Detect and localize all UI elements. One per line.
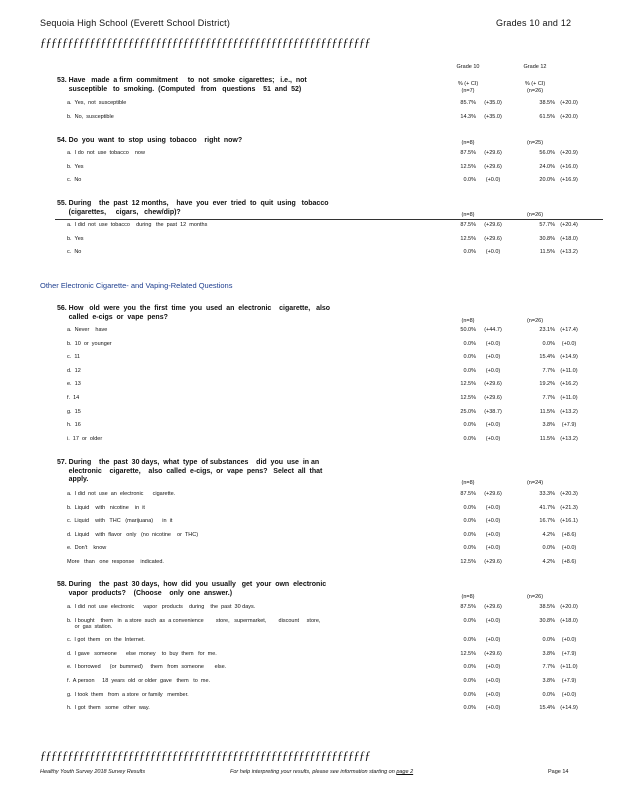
answer-label: a. I did not use tobacco during the past 12 months (67, 222, 208, 228)
n-grade10: (n=7) (461, 88, 475, 94)
grade10-percent: 0.0% (463, 340, 476, 347)
grade12-ci: (+20.4) (560, 222, 578, 228)
grade12-ci: (+20.0) (560, 604, 578, 610)
n-grade12: (n=25) (526, 140, 544, 146)
grade10-ci: (+29.6) (484, 491, 502, 497)
answer-label: h. I got them some other way. (67, 705, 150, 712)
grade12-percent: 0.0% (542, 545, 555, 552)
footer-help: For help interpreting your results, please see information starting on (230, 769, 395, 775)
answer-row (67, 705, 587, 716)
grade12-percent: 23.1% (539, 327, 555, 333)
grade10-ci: (+44.7) (484, 327, 502, 333)
grade10-ci: (+0.0) (485, 367, 501, 374)
grade10-percent: 0.0% (463, 249, 476, 256)
grade10-percent: 14.3% (460, 113, 476, 120)
n-grade10: (n=8) (461, 212, 475, 218)
grade12-percent: 0.0% (542, 691, 555, 698)
answer-row (67, 664, 587, 675)
answer-label: b. No, susceptible (67, 113, 114, 120)
footer-page-link[interactable]: page 2 (396, 769, 414, 775)
grade10-ci: (+29.6) (484, 163, 502, 170)
grade12-ci: (+13.2) (560, 408, 578, 415)
answer-row (67, 150, 587, 161)
answer-label: a. Never have (67, 327, 108, 333)
grade12-ci: (+20.0) (560, 113, 578, 120)
grade10-percent: 0.0% (463, 691, 476, 698)
n-grade10: (n=8) (461, 140, 475, 146)
answer-row (67, 100, 587, 111)
grade10-percent: 0.0% (463, 678, 476, 684)
answer-label: b. I bought them in a store such as a convenience store, supermarket, discount store, or gas station. (67, 617, 321, 631)
answer-label: a. I did not use an electronic cigarette. (67, 491, 176, 497)
answer-label: d. 12 (67, 367, 81, 374)
header-school: Sequoia High School (Everett School District) (40, 18, 231, 28)
answer-label: b. Yes (67, 163, 84, 170)
grade10-ci: (+0.0) (485, 691, 501, 698)
grade10-ci: (+29.6) (484, 222, 502, 228)
grade12-percent: 3.8% (542, 422, 555, 429)
grade12-ci: (+20.0) (560, 100, 578, 106)
footer-survey: Healthy Youth Survey 2018 Survey Results (40, 769, 146, 775)
grade10-percent: 0.0% (463, 705, 476, 712)
n-grade12: (n=26) (526, 88, 544, 94)
table-rule (55, 219, 603, 220)
grade12-ci: (+8.6) (561, 531, 577, 538)
answer-row (67, 559, 587, 570)
grade10-ci: (+29.6) (484, 381, 502, 388)
answer-row (67, 618, 587, 629)
grade10-ci: (+0.0) (485, 249, 501, 256)
grade10-percent: 0.0% (463, 531, 476, 538)
question-56: 56. How old were you the first time you used an electronic cigarette, also called e-cigs or vape pens? (57, 305, 331, 321)
grade12-ci: (+8.6) (561, 559, 577, 565)
grade12-ci: (+11.0) (560, 367, 578, 374)
grade12-ci: (+11.0) (560, 664, 578, 671)
grade10-ci: (+29.6) (484, 150, 502, 156)
grade12-percent: 38.5% (539, 100, 555, 106)
grade10-ci: (+0.0) (485, 422, 501, 429)
grade12-ci: (+20.9) (560, 150, 578, 156)
n-grade10: (n=8) (461, 594, 475, 600)
answer-label: f. A person 18 years old or older gave them to me. (67, 678, 211, 684)
grade10-ci: (+0.0) (485, 177, 501, 184)
grade12-percent: 11.5% (539, 435, 555, 442)
column-grade10: Grade 10 (456, 64, 480, 70)
grade12-ci: (+7.9) (561, 678, 577, 684)
answer-label: b. Liquid with nicotine in it (67, 504, 145, 511)
grade12-ci: (+16.0) (560, 163, 578, 170)
question-54: 54. Do you want to stop using tobacco right now? (57, 137, 243, 144)
grade12-ci: (+14.9) (560, 705, 578, 712)
grade10-percent: 0.0% (463, 504, 476, 511)
grade12-percent: 20.0% (539, 177, 555, 184)
answer-row (67, 422, 587, 433)
grade12-percent: 11.5% (539, 408, 555, 415)
answer-label: f. 14 (67, 395, 80, 401)
grade10-ci: (+29.6) (484, 650, 502, 657)
grade10-percent: 25.0% (460, 408, 476, 415)
grade10-ci: (+0.0) (485, 705, 501, 712)
answer-row (67, 236, 587, 247)
grade12-ci: (+17.4) (560, 327, 578, 333)
section-title: Other Electronic Cigarette- and Vaping-Related Questions (40, 281, 233, 290)
grade12-percent: 57.7% (539, 222, 555, 228)
answer-row (67, 678, 587, 689)
grade12-ci: (+7.9) (561, 422, 577, 429)
answer-label: a. Yes, not susceptible (67, 100, 127, 106)
n-grade12: (n=24) (526, 480, 544, 486)
answer-row (67, 249, 587, 260)
grade12-percent: 0.0% (542, 340, 555, 347)
answer-row (67, 381, 587, 392)
grade10-percent: 87.5% (460, 222, 476, 228)
grade10-percent: 0.0% (463, 664, 476, 671)
answer-row (67, 637, 587, 648)
grade10-ci: (+0.0) (485, 504, 501, 511)
answer-label: d. I gave someone else money to buy them for me. (67, 650, 217, 657)
grade12-percent: 30.8% (539, 617, 555, 624)
answer-row (67, 114, 587, 125)
grade12-ci: (+21.3) (560, 504, 578, 511)
answer-row (67, 177, 587, 188)
question-58: 58. During the past 30 days, how did you usually get your own electronic vapor products? (Choose only one answer.) (57, 581, 327, 597)
answer-label: i. 17 or older (67, 435, 103, 442)
grade10-ci: (+0.0) (485, 617, 501, 624)
answer-row (67, 341, 587, 352)
answer-row (67, 164, 587, 175)
grade10-ci: (+0.0) (485, 664, 501, 671)
grade10-percent: 12.5% (460, 559, 476, 565)
answer-label: e. Don't know (67, 545, 107, 552)
answer-row (67, 354, 587, 365)
grade12-percent: 38.5% (539, 604, 555, 610)
grade12-ci: (+16.9) (560, 177, 578, 184)
grade10-percent: 12.5% (460, 235, 476, 242)
grade12-percent: 16.7% (539, 518, 555, 525)
grade12-ci: (+0.0) (561, 340, 577, 347)
grade10-ci: (+0.0) (485, 340, 501, 347)
n-grade10: (n=8) (461, 480, 475, 486)
answer-row (67, 692, 587, 703)
grade12-percent: 3.8% (542, 650, 555, 657)
grade10-percent: 0.0% (463, 354, 476, 361)
grade10-ci: (+0.0) (485, 354, 501, 361)
grade10-percent: 12.5% (460, 163, 476, 170)
top-divider: ƒƒƒƒƒƒƒƒƒƒƒƒƒƒƒƒƒƒƒƒƒƒƒƒƒƒƒƒƒƒƒƒƒƒƒƒƒƒƒƒƒƒƒƒƒƒƒƒƒƒƒƒƒƒƒƒƒƒƒƒ (40, 36, 370, 48)
grade10-ci: (+35.0) (484, 113, 502, 120)
grade12-ci: (+16.2) (560, 381, 578, 388)
grade10-percent: 87.5% (460, 491, 476, 497)
grade12-percent: 7.7% (542, 367, 555, 374)
grade10-ci: (+0.0) (485, 545, 501, 552)
grade10-ci: (+0.0) (485, 678, 501, 684)
grade10-percent: 0.0% (463, 177, 476, 184)
grade12-ci: (+13.2) (560, 435, 578, 442)
answer-label: c. 11 (67, 354, 81, 361)
question-55: 55. During the past 12 months, have you ever tried to quit using tobacco (cigarettes, cigars, chew/dip)? (57, 200, 329, 216)
answer-label: a. I do not use tobacco now (67, 150, 145, 156)
answer-label: e. I borrowed (or bummed) them from someone else. (67, 664, 227, 671)
answer-label: g. I took them from a store or family member. (67, 691, 189, 698)
n-grade10: (n=8) (461, 318, 475, 324)
grade12-ci: (+7.9) (561, 650, 577, 657)
grade12-ci: (+20.3) (560, 491, 578, 497)
question-57: 57. During the past 30 days, what type of substances did you use in an electronic cigarette, also called e-cigs, or vape pens? Select all that apply. (57, 459, 323, 483)
grade12-percent: 0.0% (542, 637, 555, 644)
grade10-percent: 12.5% (460, 395, 476, 401)
grade10-ci: (+35.0) (484, 100, 502, 106)
answer-label: h. 16 (67, 422, 81, 429)
grade10-percent: 0.0% (463, 367, 476, 374)
question-53: 53. Have made a firm commitment to not smoke cigarettes; i.e., not susceptible to smoking. (Computed from questions 51 and 52) (57, 77, 307, 93)
answer-row (67, 222, 587, 233)
grade10-ci: (+29.6) (484, 604, 502, 610)
grade12-percent: 30.8% (539, 235, 555, 242)
answer-label: g. 15 (67, 408, 81, 415)
grade12-percent: 19.2% (539, 381, 555, 388)
answer-label: More than one response indicated. (67, 559, 164, 565)
answer-row (67, 436, 587, 447)
grade10-ci: (+29.6) (484, 395, 502, 401)
grade12-percent: 15.4% (539, 705, 555, 712)
grade10-percent: 0.0% (463, 617, 476, 624)
answer-label: a. I did not use electronic vapor products during the past 30 days. (67, 604, 256, 610)
grade12-percent: 3.8% (542, 678, 555, 684)
answer-label: e. 13 (67, 381, 81, 388)
grade10-ci: (+0.0) (485, 518, 501, 525)
grade12-ci: (+13.2) (560, 249, 578, 256)
grade12-percent: 24.0% (539, 163, 555, 170)
n-grade12: (n=26) (526, 212, 544, 218)
grade10-ci: (+29.6) (484, 235, 502, 242)
answer-row (67, 532, 587, 543)
answer-row (67, 545, 587, 556)
footer-page-number: Page 14 (548, 769, 569, 775)
answer-label: c. Liquid with THC (marijuana) in it (67, 518, 173, 525)
grade12-ci: (+0.0) (561, 637, 577, 644)
grade10-percent: 0.0% (463, 545, 476, 552)
answer-row (67, 505, 587, 516)
answer-label: c. No (67, 249, 82, 256)
grade12-percent: 11.5% (539, 249, 555, 256)
grade10-percent: 85.7% (460, 100, 476, 106)
grade12-percent: 7.7% (542, 395, 555, 401)
n-grade12: (n=26) (526, 318, 544, 324)
grade12-percent: 61.5% (539, 113, 555, 120)
answer-row (67, 651, 587, 662)
answer-label: c. No (67, 177, 82, 184)
grade10-ci: (+29.6) (484, 559, 502, 565)
answer-row (67, 518, 587, 529)
grade12-ci: (+16.1) (560, 518, 578, 525)
grade12-percent: 56.0% (539, 150, 555, 156)
grade12-percent: 41.7% (539, 504, 555, 511)
answer-label: b. Yes (67, 235, 84, 242)
column-grade12: Grade 12 (523, 64, 547, 70)
grade10-percent: 0.0% (463, 518, 476, 525)
grade12-ci: (+0.0) (561, 691, 577, 698)
footer-help-text (230, 769, 413, 775)
grade10-percent: 12.5% (460, 650, 476, 657)
grade12-ci: (+18.0) (560, 617, 578, 624)
pct-ci-label-12: % (+ CI) (524, 81, 546, 87)
n-grade12: (n=26) (526, 594, 544, 600)
grade12-ci: (+14.9) (560, 354, 578, 361)
grade12-percent: 7.7% (542, 664, 555, 671)
answer-label: d. Liquid with flavor only (no nicotine or THC) (67, 531, 199, 538)
answer-row (67, 327, 587, 338)
answer-row (67, 368, 587, 379)
grade12-ci: (+11.0) (560, 395, 578, 401)
grade12-ci: (+18.0) (560, 235, 578, 242)
grade12-percent: 4.2% (542, 559, 555, 565)
header-grades: Grades 10 and 12 (496, 18, 572, 28)
grade12-percent: 33.3% (539, 491, 555, 497)
answer-row (67, 491, 587, 502)
answer-row (67, 409, 587, 420)
grade10-percent: 0.0% (463, 637, 476, 644)
grade12-percent: 15.4% (539, 354, 555, 361)
grade10-ci: (+0.0) (485, 435, 501, 442)
answer-row (67, 604, 587, 615)
answer-label: c. I got them on the Internet. (67, 637, 145, 644)
bottom-divider: ƒƒƒƒƒƒƒƒƒƒƒƒƒƒƒƒƒƒƒƒƒƒƒƒƒƒƒƒƒƒƒƒƒƒƒƒƒƒƒƒƒƒƒƒƒƒƒƒƒƒƒƒƒƒƒƒƒƒƒƒ (40, 749, 370, 761)
grade10-percent: 0.0% (463, 422, 476, 429)
grade10-percent: 87.5% (460, 604, 476, 610)
pct-ci-label-10: % (+ CI) (457, 81, 479, 87)
answer-row (67, 395, 587, 406)
grade10-ci: (+38.7) (484, 408, 502, 415)
grade10-percent: 50.0% (460, 327, 476, 333)
grade10-percent: 87.5% (460, 150, 476, 156)
grade10-percent: 0.0% (463, 435, 476, 442)
grade10-ci: (+0.0) (485, 637, 501, 644)
grade12-percent: 4.2% (542, 531, 555, 538)
grade10-ci: (+0.0) (485, 531, 501, 538)
grade12-ci: (+0.0) (561, 545, 577, 552)
grade10-percent: 12.5% (460, 381, 476, 388)
answer-label: b. 10 or younger (67, 340, 112, 347)
